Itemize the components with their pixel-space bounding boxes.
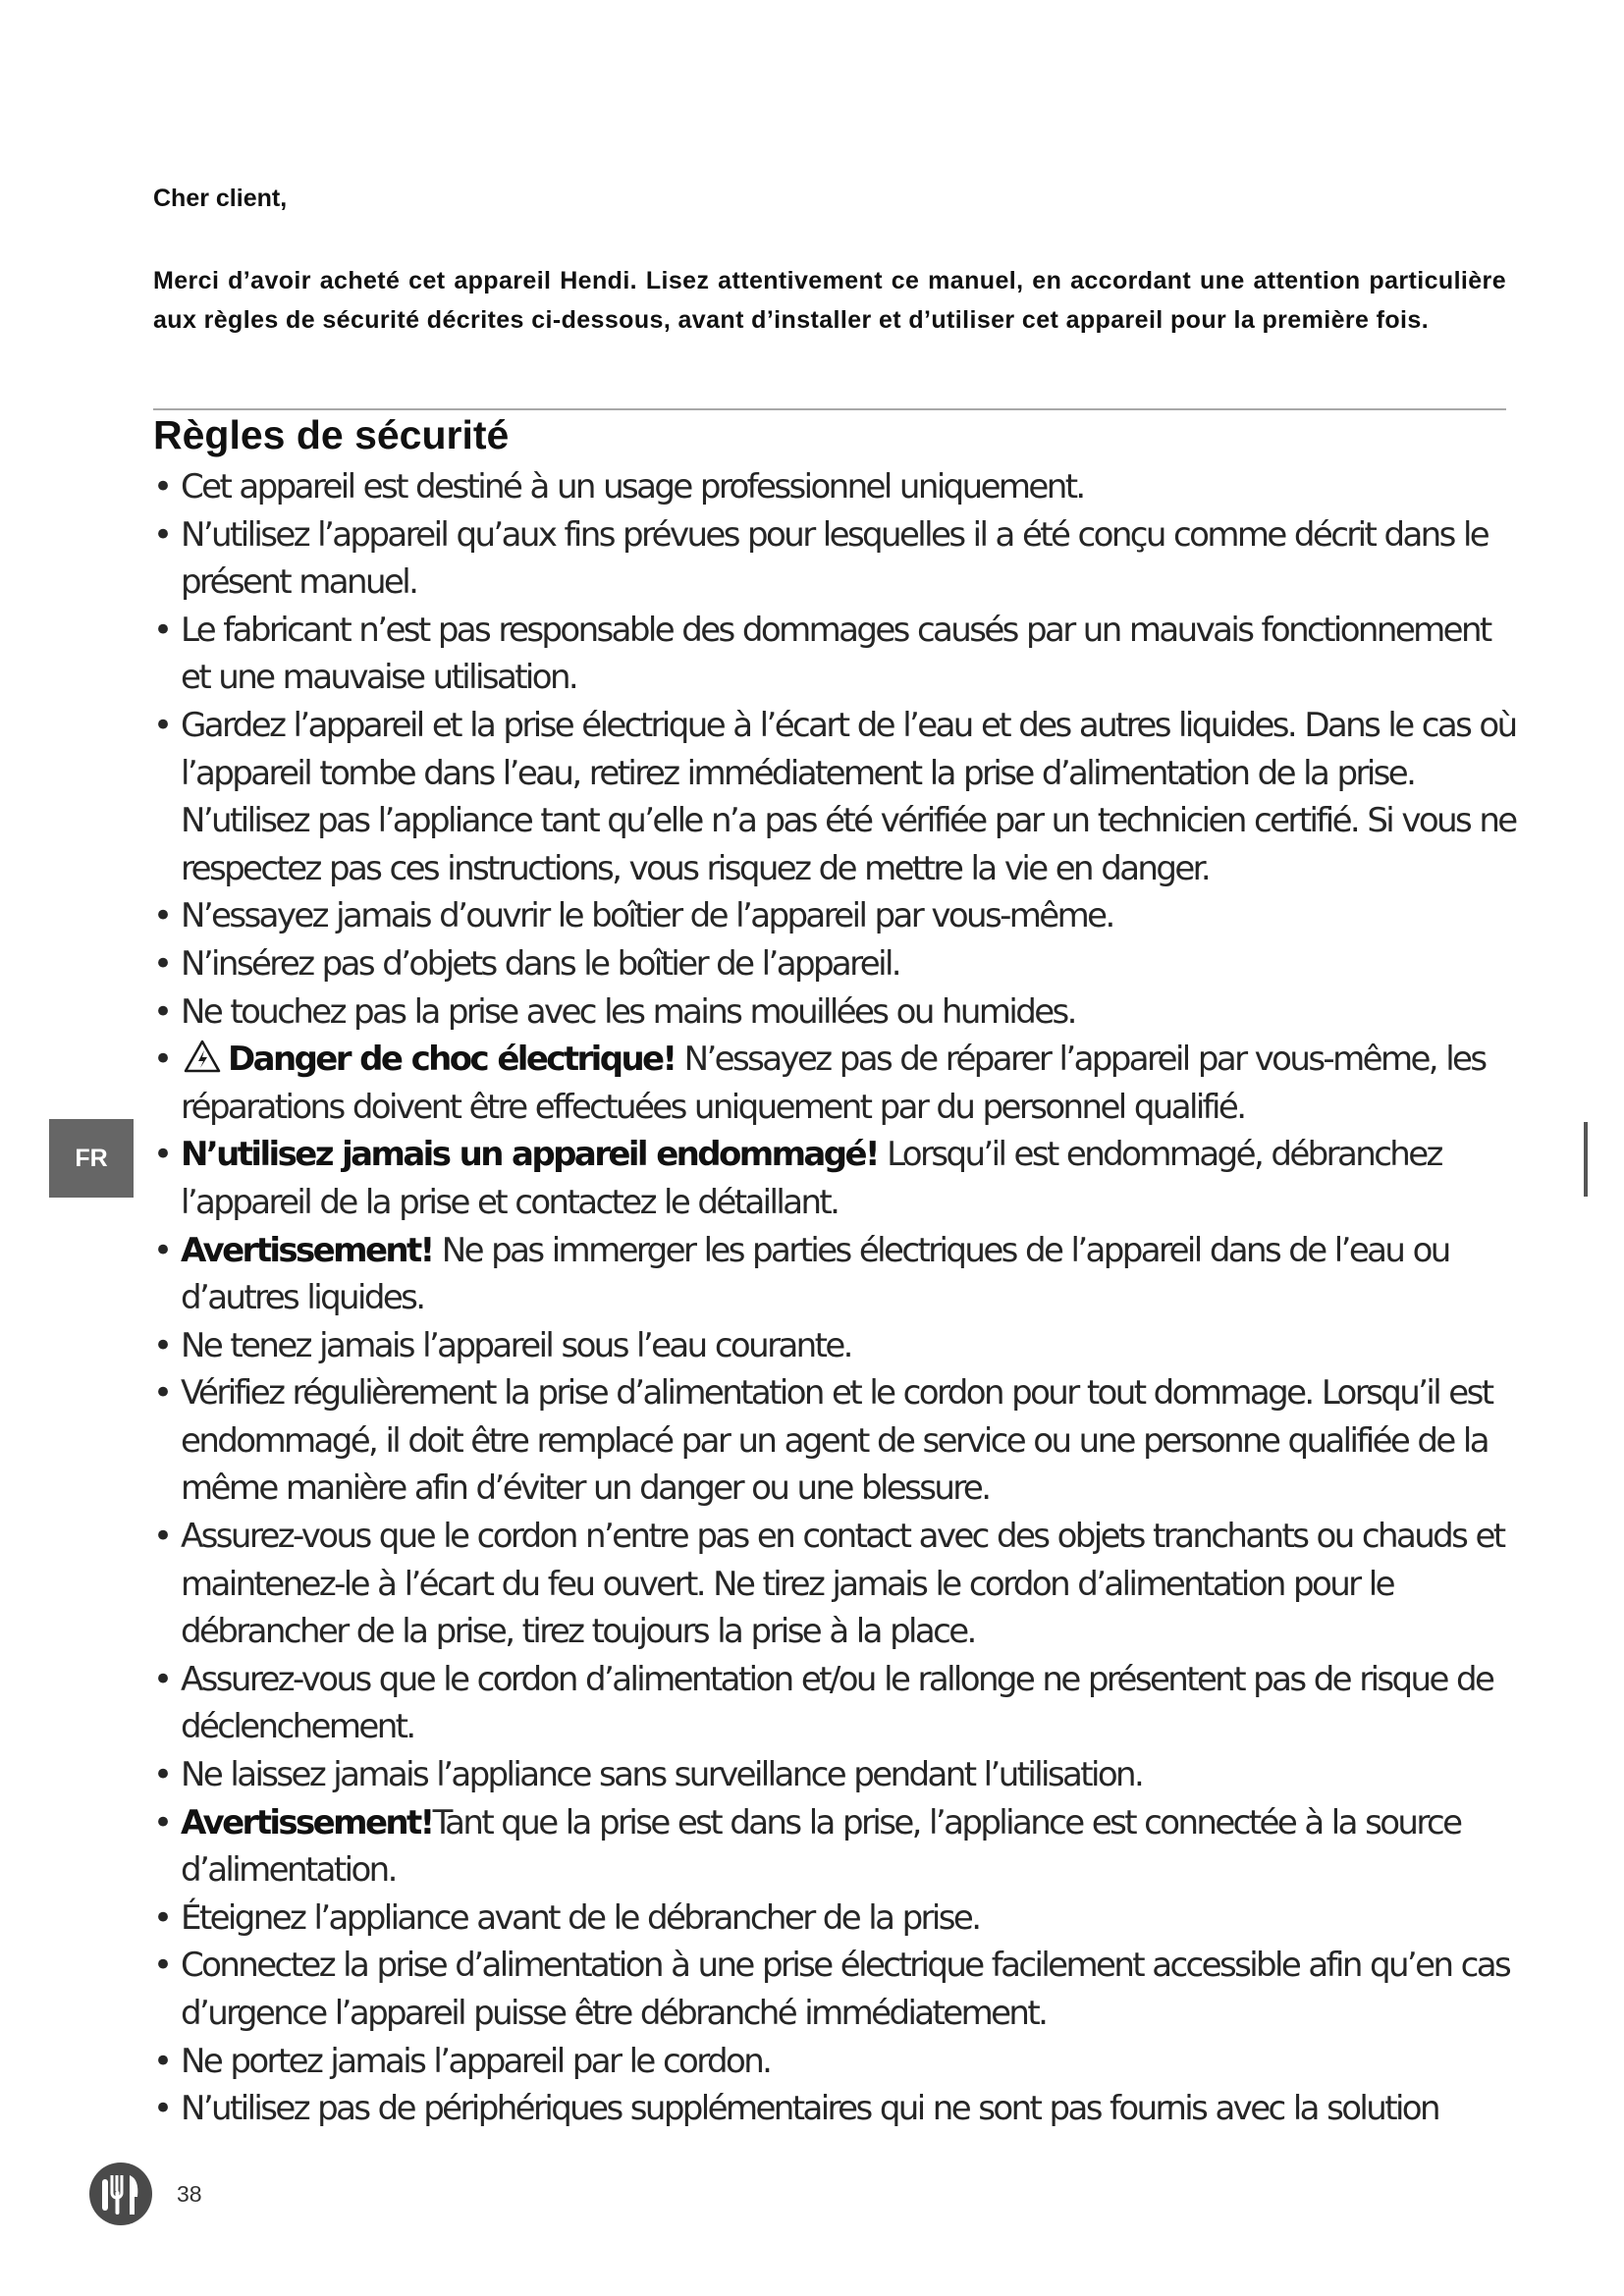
bullet: • xyxy=(153,1135,174,1175)
intro-paragraph: Merci d’avoir acheté cet appareil Hendi. Lisez attentivement ce manuel, en accordant une attention particulière aux règles de sécurité décrites ci-dessous, avant d’installer et d’utiliser cet appareil pour la première fois. xyxy=(153,267,1506,334)
bullet: • xyxy=(153,1659,174,1699)
section-title: Règles de sécurité xyxy=(153,412,510,457)
safety-rule-item xyxy=(153,2085,1520,2133)
bullet: • xyxy=(153,943,174,984)
safety-rule-item xyxy=(153,1131,1520,1226)
bullet: • xyxy=(153,1373,174,1414)
rule-text: Ne laissez jamais l’appliance sans surveillance pendant l’utilisation. xyxy=(181,1755,1143,1795)
safety-rule-item xyxy=(153,511,1520,607)
safety-rule-item xyxy=(153,892,1520,940)
rule-text: N’utilisez pas de périphériques supplémentaires qui ne sont pas fournis avec la solution xyxy=(181,2089,1438,2129)
bullet: • xyxy=(153,467,174,507)
safety-rule-item xyxy=(153,1942,1520,2037)
rule-text: Connectez la prise d’alimentation à une prise électrique facilement accessible afin qu’en cas d’urgence l’appareil puisse être débranché immédiatement. xyxy=(181,1946,1510,2033)
safety-rule-item xyxy=(153,1513,1520,1656)
bullet: • xyxy=(153,896,174,936)
rule-text: Cet appareil est destiné à un usage professionnel uniquement. xyxy=(181,467,1084,507)
safety-rule-item xyxy=(153,940,1520,988)
bullet: • xyxy=(153,1897,174,1938)
bullet: • xyxy=(153,1517,174,1557)
safety-rule-item xyxy=(153,1036,1520,1131)
rule-text: N’insérez pas d’objets dans le boîtier de l’appareil. xyxy=(181,943,900,984)
rule-text: Tant que la prise est dans la prise, l’appliance est connectée à la source d’alimentation. xyxy=(181,1802,1461,1891)
rule-text: Gardez l’appareil et la prise électrique à l’écart de l’eau et des autres liquides. Dans le cas où l’appareil tombe dans l’eau, retirez immédiatement la prise d’alimentation de la prise. N’utilisez pas l’appliance tant qu’elle n’a pas été vérifiée par un technicien certifié. Si vous ne respectez pas ces instructions, vous risquez de mettre la vie en danger. xyxy=(181,705,1516,888)
bullet: • xyxy=(153,1755,174,1795)
safety-rule-item xyxy=(153,988,1520,1037)
rule-text: Ne touchez pas la prise avec les mains mouillées ou humides. xyxy=(181,991,1075,1032)
safety-rule-item xyxy=(153,1751,1520,1799)
rule-emphasis: Danger de choc électrique! xyxy=(228,1040,676,1080)
rule-text: Ne tenez jamais l’appareil sous l’eau courante. xyxy=(181,1325,851,1365)
bullet: • xyxy=(153,705,174,745)
language-tab: FR xyxy=(49,1119,134,1198)
rule-emphasis: Avertissement! xyxy=(181,1802,433,1842)
bullet: • xyxy=(153,1802,174,1842)
rule-text: N’essayez jamais d’ouvrir le boîtier de l’appareil par vous-même. xyxy=(181,896,1113,936)
page-number: 38 xyxy=(177,2181,202,2207)
bullet: • xyxy=(153,610,174,650)
rule-emphasis: N’utilisez jamais un appareil endommagé! xyxy=(181,1135,878,1175)
safety-rule-item xyxy=(153,1799,1520,1895)
bullet: • xyxy=(153,991,174,1032)
rule-text: Éteignez l’appliance avant de le débrancher de la prise. xyxy=(181,1897,980,1938)
safety-rule-item xyxy=(153,1895,1520,1943)
bullet: • xyxy=(153,1040,174,1080)
safety-rule-item xyxy=(153,2038,1520,2086)
safety-rule-item xyxy=(153,607,1520,702)
greeting: Cher client, xyxy=(153,185,288,212)
margin-marker xyxy=(1584,1122,1588,1197)
safety-rules-list xyxy=(153,463,1520,2133)
safety-rule-item xyxy=(153,1369,1520,1513)
rule-text: Vérifiez régulièrement la prise d’alimentation et le cordon pour tout dommage. Lorsqu’il est endommagé, il doit être remplacé par un agent de service ou une personne qualifiée de la même manière afin d’éviter un danger ou une blessure. xyxy=(181,1373,1492,1509)
bullet: • xyxy=(153,2089,174,2129)
rule-text: Ne portez jamais l’appareil par le cordon. xyxy=(181,2041,771,2081)
rule-emphasis: Avertissement! xyxy=(181,1230,433,1270)
rule-text: Ne pas immerger les parties électriques de l’appareil dans de l’eau ou d’autres liquides. xyxy=(181,1230,1449,1318)
rule-text: N’essayez pas de réparer l’appareil par vous-même, les réparations doivent être effectuées uniquement par du personnel qualifié. xyxy=(181,1040,1486,1127)
bullet: • xyxy=(153,1230,174,1270)
rule-text: Assurez-vous que le cordon n’entre pas en contact avec des objets tranchants ou chauds et maintenez-le à l’écart du feu ouvert. Ne tirez jamais le cordon d’alimentation pour le débrancher de la prise, tirez toujours la prise à la place. xyxy=(181,1517,1504,1652)
bullet: • xyxy=(153,1325,174,1365)
rule-text: Le fabricant n’est pas responsable des dommages causés par un mauvais fonctionnement et une mauvaise utilisation. xyxy=(181,610,1490,698)
bullet: • xyxy=(153,514,174,555)
rule-text: N’utilisez l’appareil qu’aux fins prévues pour lesquelles il a été conçu comme décrit dans le présent manuel. xyxy=(181,514,1489,603)
safety-rule-item xyxy=(153,702,1520,892)
rule-text: Assurez-vous que le cordon d’alimentation et/ou le rallonge ne présentent pas de risque de déclenchement. xyxy=(181,1659,1493,1747)
safety-rule-item xyxy=(153,1322,1520,1370)
safety-rule-item xyxy=(153,1227,1520,1322)
safety-rule-item xyxy=(153,463,1520,511)
electric-shock-warning-icon xyxy=(183,1039,222,1074)
rule-text: Lorsqu’il est endommagé, débranchez l’appareil de la prise et contactez le détaillant. xyxy=(181,1135,1441,1222)
cutlery-logo-icon xyxy=(88,2162,153,2226)
safety-rule-item xyxy=(153,1656,1520,1751)
bullet: • xyxy=(153,2041,174,2081)
bullet: • xyxy=(153,1946,174,1986)
section-divider xyxy=(153,408,1506,410)
